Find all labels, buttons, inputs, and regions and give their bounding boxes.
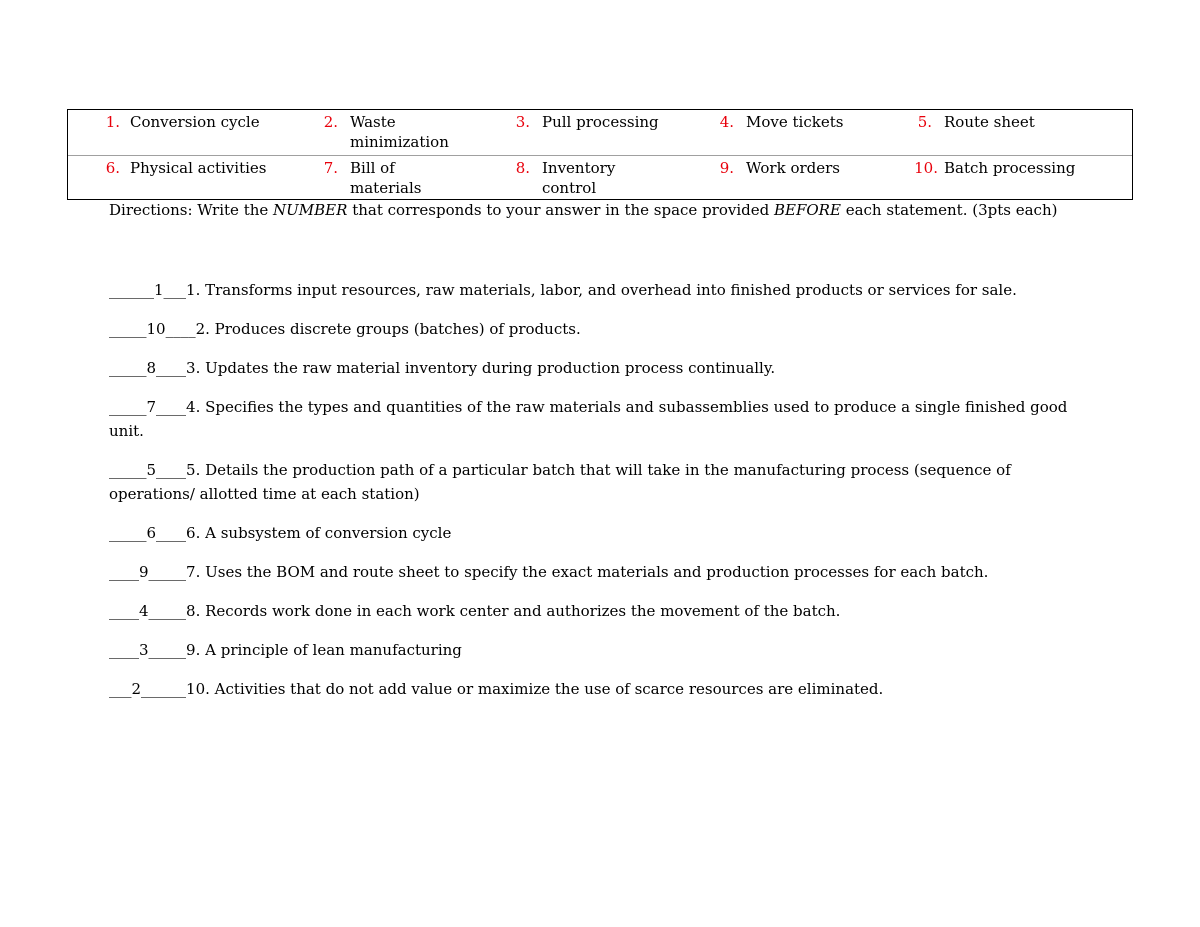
term-label: Waste minimization: [350, 113, 449, 151]
term-number: 4.: [719, 113, 734, 131]
term-label: Pull processing: [542, 113, 659, 131]
term-number: 7.: [323, 159, 338, 177]
statement-item: ____3_____9. A principle of lean manufacturing: [109, 641, 462, 659]
statement-item: ____4_____8. Records work done in each work center and authorizes the movement of the batch.: [109, 602, 841, 620]
terms-row: [68, 156, 1132, 199]
statement-item: ___2______10. Activities that do not add value or maximize the use of scarce resources are eliminated.: [109, 680, 884, 698]
directions-part: Directions: Write the: [109, 201, 274, 219]
term-label: Batch processing: [944, 159, 1076, 177]
statement-item: _____7____4. Specifies the types and quantities of the raw materials and subassemblies used to produce a single finished good unit.: [109, 398, 1068, 440]
term-label: Work orders: [746, 159, 841, 177]
statement-list: [109, 278, 1099, 716]
directions-emphasis: NUMBER: [273, 201, 348, 219]
term-label: Move tickets: [746, 113, 844, 131]
term-number: 1.: [105, 113, 120, 131]
statement-item: _____5____5. Details the production path of a particular batch that will take in the manufacturing process (sequence of operations/ allotted time at each station): [109, 461, 1011, 503]
term-number: 10.: [914, 159, 938, 177]
directions-part: each statement. (3pts each): [840, 201, 1058, 219]
statement-item: _____10____2. Produces discrete groups (batches) of products.: [109, 320, 581, 338]
statement-item: _____8____3. Updates the raw material inventory during production process continually.: [109, 359, 776, 377]
term-number: 5.: [917, 113, 932, 131]
term-label: Route sheet: [944, 113, 1035, 131]
directions-text: [109, 200, 1057, 220]
terms-row: [68, 110, 1132, 156]
term-number: 2.: [323, 113, 338, 131]
term-number: 9.: [719, 159, 734, 177]
terms-table: [67, 109, 1133, 200]
term-label: Bill of materials: [350, 159, 422, 197]
term-number: 3.: [515, 113, 530, 131]
statement-item: ______1___1. Transforms input resources, raw materials, labor, and overhead into finished products or services for sale.: [109, 281, 1017, 299]
statement-item: _____6____6. A subsystem of conversion cycle: [109, 524, 452, 542]
directions-part: that corresponds to your answer in the space provided: [347, 201, 774, 219]
directions-emphasis: BEFORE: [774, 201, 841, 219]
term-label: Physical activities: [130, 159, 267, 177]
term-label: Conversion cycle: [130, 113, 260, 131]
term-number: 8.: [515, 159, 530, 177]
term-number: 6.: [105, 159, 120, 177]
term-label: Inventory control: [542, 159, 616, 197]
statement-item: ____9_____7. Uses the BOM and route sheet to specify the exact materials and production processes for each batch.: [109, 563, 989, 581]
